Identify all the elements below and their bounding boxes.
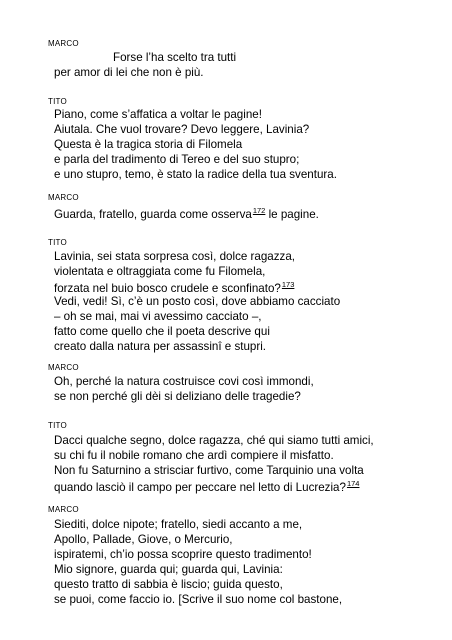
verse-line: e uno stupro, temo, è stato la radice della tua sventura. [54, 168, 337, 181]
speaker-name: MARCO [48, 363, 79, 372]
verse-text: le pagine. [268, 208, 319, 221]
verse-line: su chi fu il nobile romano che ardì compiere il misfatto. [54, 449, 334, 462]
verse-line: se non perché gli dèi si deliziano delle tragedie? [54, 390, 301, 403]
verse-line: Siediti, dolce nipote; fratello, siedi accanto a me, [54, 518, 303, 531]
speaker-name: MARCO [48, 193, 79, 202]
verse-line [54, 280, 294, 295]
verse-text: Guarda, fratello, guarda come osserva [54, 208, 252, 221]
verse-line: Questa è la tragica storia di Filomela [54, 138, 243, 151]
verse-text: forzata nel buio bosco crudele e sconfinato? [54, 282, 281, 295]
footnote-ref[interactable]: 172 [252, 206, 266, 215]
verse-line: per amor di lei che non è più. [54, 66, 204, 79]
speaker-name: MARCO [48, 39, 79, 48]
verse-line: Piano, come s’affatica a voltar le pagine! [54, 108, 262, 121]
verse-text: quando lasciò il campo per peccare nel letto di Lucrezia? [54, 481, 346, 494]
speaker-name: MARCO [48, 505, 79, 514]
verse-line: Forse l’ha scelto tra tutti [113, 51, 237, 64]
speaker-name: TITO [48, 238, 67, 247]
verse-line: questo tratto di sabbia è liscio; guida questo, [54, 578, 283, 591]
verse-line: Dacci qualche segno, dolce ragazza, ché qui siamo tutti amici, [54, 434, 374, 447]
speaker-name: TITO [48, 97, 67, 106]
verse-line: Mio signore, guarda qui; guarda qui, Lavinia: [54, 563, 283, 576]
verse-line: creato dalla natura per assassinî e stupri. [54, 340, 267, 353]
verse-line: Aiutala. Che vuol trovare? Devo leggere, Lavinia? [54, 123, 310, 136]
verse-line: – oh se mai, mai vi avessimo cacciato –, [54, 310, 262, 323]
footnote-ref[interactable]: 174 [346, 479, 360, 488]
verse-line: Non fu Saturnino a strisciar furtivo, come Tarquinio una volta [54, 464, 364, 477]
verse-line [54, 206, 319, 221]
verse-line: Vedi, vedi! Sì, c’è un posto così, dove abbiamo cacciato [54, 295, 341, 308]
verse-line: violentata e oltraggiata come fu Filomela, [54, 265, 266, 278]
verse-line: e parla del tradimento di Tereo e del suo stupro; [54, 153, 300, 166]
verse-line: fatto come quello che il poeta descrive qui [54, 325, 270, 338]
speaker-name: TITO [48, 421, 67, 430]
verse-line [54, 479, 359, 494]
verse-line: Lavinia, sei stata sorpresa così, dolce ragazza, [54, 250, 296, 263]
verse-line: ispiratemi, ch’io possa scoprire questo tradimento! [54, 548, 312, 561]
verse-line: Apollo, Pallade, Giove, o Mercurio, [54, 533, 233, 546]
verse-line: se puoi, come faccio io. [Scrive il suo nome col bastone, [54, 593, 343, 606]
footnote-ref[interactable]: 173 [281, 280, 295, 289]
verse-line: Oh, perché la natura costruisce covi così immondi, [54, 375, 314, 388]
